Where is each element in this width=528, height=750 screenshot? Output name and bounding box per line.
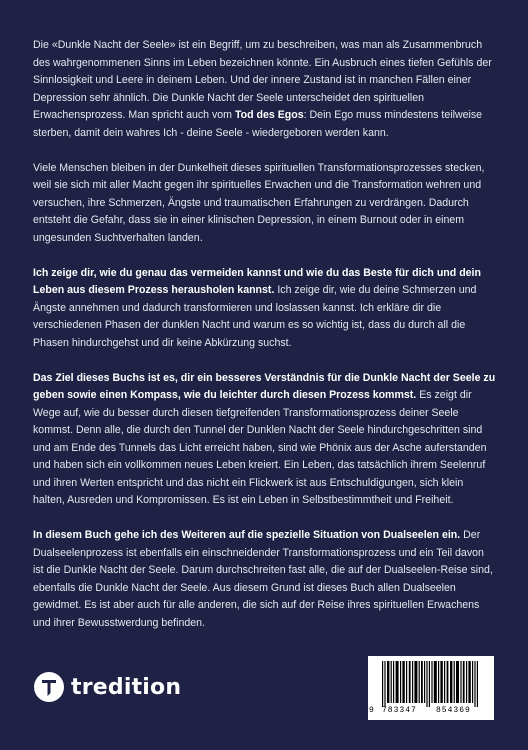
publisher-logo [34, 672, 181, 702]
paragraph-1-text: Die «Dunkle Nacht der Seele» ist ein Begriff, um zu beschreiben, was man als Zusammenbruch des wahrgenommenen Sinns im Leben bezeichnen könnte. Ein Ausbruch eines tiefen Gefühls der Sinnlosigkeit und Leere in deinem Leben. Und der innere Zustand ist in manchen Fällen einer Depression sehr ähnlich. Die Dunkle Nacht der Seele unterscheidet den spirituellen Erwachensprozess. Man spricht auch vom [33, 39, 492, 121]
tredition-logo-icon [34, 672, 64, 702]
paragraph-3 [33, 265, 497, 353]
paragraph-4-text: Es zeigt dir Wege auf, wie du besser durch diesen tiefgreifenden Transformationsprozess deiner Seele kommst. Denn alle, die durch den Tunnel der Dunklen Nacht der Seele hindurchgeschritten sind und am Ende des Tunnels das Licht erreicht haben, sind wie Phönix aus der Asche auferstanden und haben sich ein vollkommen neues Leben kreiert. Ein Leben, das tatsächlich ihrem Seelenruf und ihren Werten entspricht und das nicht ein Flickwerk ist aus Entschuldigungen, sich klein halten, Ausreden und Kompromissen. Es ist ein Leben in Selbstbestimmtheit und Freiheit. [33, 389, 487, 506]
paragraph-5-bold-lead: In diesem Buch gehe ich des Weiteren auf die spezielle Situation von Dualseelen ein. [33, 529, 461, 541]
paragraph-3-bold-lead: Ich zeige dir, wie du genau das vermeiden kannst und wie du das Beste für dich und dein Leben aus diesem Prozess herausholen kannst. [33, 266, 481, 296]
barcode-lead-digit: 9 [369, 706, 374, 715]
paragraph-3-text: Ich zeige dir, wie du deine Schmerzen und Ängste annehmen und dadurch transformieren und loslassen kannst. Ich erkläre dir die verschiedenen Phasen der dunklen Nacht und warum es so wichtig ist, dass du durch all die Phasen hindurchgehst und dir keine Abkürzung suchst. [33, 284, 477, 349]
back-cover-text [33, 37, 497, 650]
publisher-name: tredition [71, 674, 182, 700]
barcode-digits-group-2: 854369 [436, 706, 471, 715]
barcode-bars [374, 661, 488, 707]
paragraph-1-bold-inline: Tod des Egos [234, 109, 304, 121]
paragraph-1-text-after: : Dein Ego muss mindestens teilweise sterben, damit dein wahres Ich - deine Seele - wiedergeboren werden kann. [33, 109, 483, 139]
paragraph-4-bold-lead: Das Ziel dieses Buchs ist es, dir ein besseres Verständnis für die Dunkle Nacht der Seele zu geben sowie einen Kompass, wie du leichter durch diesen Prozess kommst. [33, 371, 496, 401]
paragraph-5 [33, 527, 497, 632]
paragraph-2-text: Viele Menschen bleiben in der Dunkelheit dieses spirituellen Transformationsprozesses stecken, weil sie sich mit aller Macht gegen ihr spirituelles Erwachen und die Transformation wehren und versuchen, ihre Schmerzen, Ängste und traumatischen Erfahrungen zu verdrängen. Dadurch entsteht die Gefahr, dass sie in einer klinischen Depression, in einem Burnout oder in einem ungesunden Suchtverhalten landen. [33, 161, 485, 244]
paragraph-2 [33, 160, 497, 248]
isbn-barcode [368, 656, 494, 720]
barcode-digits-group-1: 783347 [382, 706, 417, 715]
paragraph-5-text: Der Dualseelenprozess ist ebenfalls ein einschneidender Transformationsprozess und ein Teil davon ist die Dunkle Nacht der Seele. Darum durchschreiten fast alle, die auf der Dualseelen-Reise sind, ebenfalls die Dunkle Nacht der Seele. Aus diesem Grund ist dieses Buch allen Dualseelen gewidmet. Es ist aber auch für alle anderen, die sich auf der Reise ihres spirituellen Erwachens und ihrer Bewusstwerdung befinden. [33, 529, 493, 629]
paragraph-1 [33, 37, 497, 142]
paragraph-4 [33, 370, 497, 510]
